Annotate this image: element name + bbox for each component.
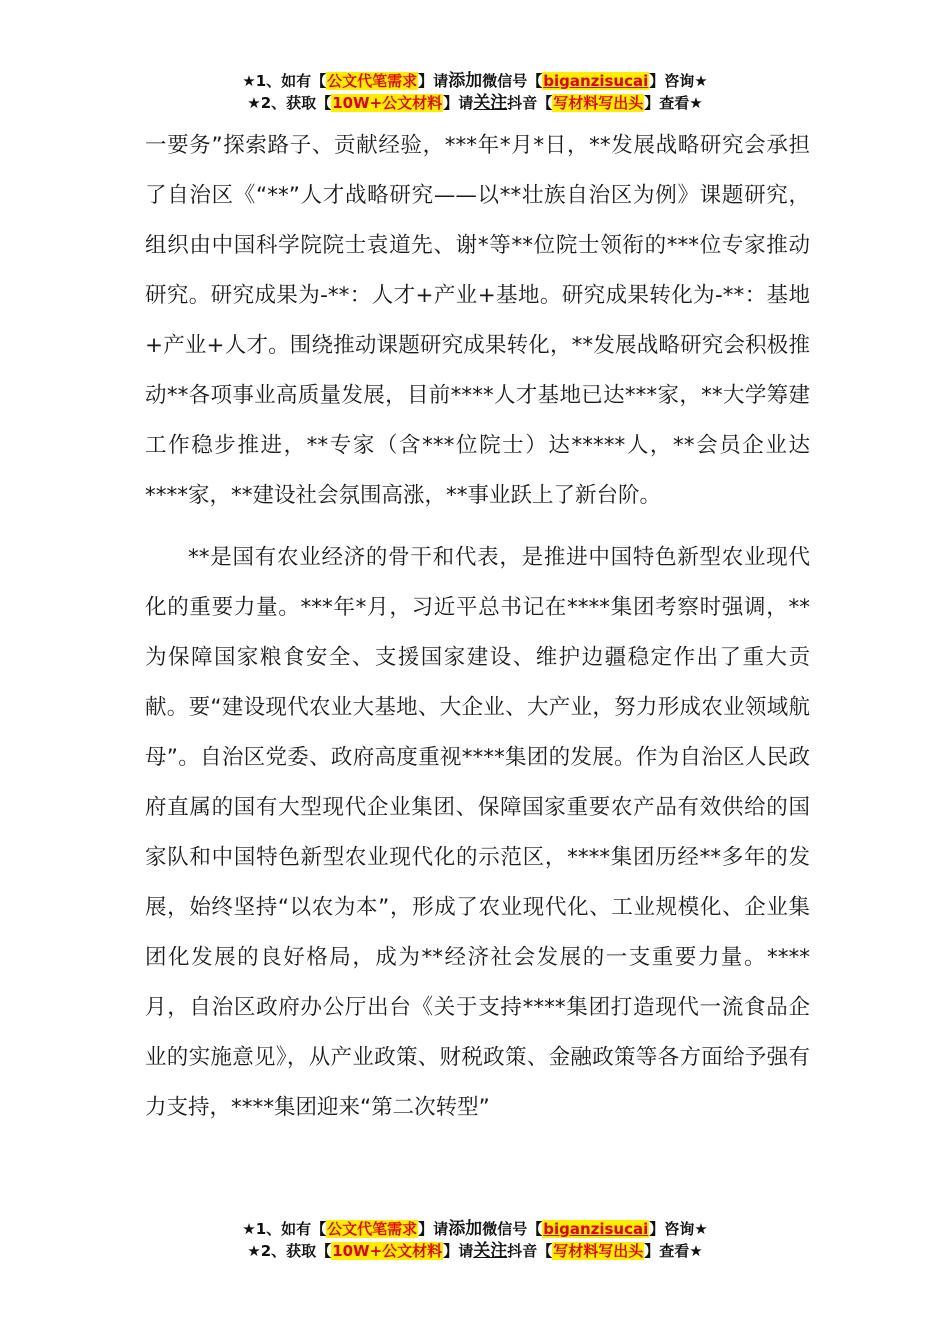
highlight-service: 公文代笔需求	[327, 1220, 418, 1238]
banner-line-1	[0, 1218, 950, 1240]
banner-text: 】请	[443, 1242, 474, 1260]
banner-text: 】请	[418, 1220, 449, 1238]
header-banner	[0, 70, 950, 114]
banner-text: 】请	[443, 94, 474, 112]
document-body	[145, 121, 810, 1133]
banner-text: 微信号【	[482, 1220, 543, 1238]
douyin-account-link[interactable]: 写材料写出头	[553, 1242, 644, 1260]
banner-text: 】查看★	[644, 1242, 703, 1260]
banner-emphasis: 添加	[448, 71, 483, 91]
banner-line-1	[0, 70, 950, 92]
paragraph-1: 一要务”探索路子、贡献经验，***年*月*日，**发展战略研究会承担了自治区《“**”人才战略研究——以**壮族自治区为例》课题研究，组织由中国科学院院士袁道先、谢*等**位院士领衔的***位专家推动研究。研究成果为-**：人才+产业+基地。研究成果转化为-**：基地+产业+人才。围绕推动课题研究成果转化，**发展战略研究会积极推动**各项事业高质量发展，目前****人才基地已达***家，**大学筹建工作稳步推进，**专家（含***位院士）达*****人，**会员企业达****家，**建设社会氛围高涨，**事业跃上了新台阶。	[145, 133, 810, 508]
highlight-service: 公文代笔需求	[327, 72, 418, 90]
banner-text: 】咨询★	[649, 72, 708, 90]
banner-text: 】请	[418, 72, 449, 90]
banner-line-2	[0, 92, 950, 114]
banner-text: 微信号【	[482, 72, 543, 90]
banner-text: 】查看★	[644, 94, 703, 112]
wechat-id-link[interactable]: biganzisucai	[543, 72, 649, 90]
highlight-materials: 10W+公文材料	[332, 1242, 443, 1260]
banner-emphasis: 添加	[448, 1219, 483, 1239]
banner-emphasis: 关注	[473, 1241, 508, 1261]
banner-emphasis: 关注	[473, 93, 508, 113]
douyin-account-link[interactable]: 写材料写出头	[553, 94, 644, 112]
footer-banner	[0, 1218, 950, 1262]
banner-text: ★2、获取【	[247, 1242, 332, 1260]
banner-text: ★1、如有【	[242, 72, 327, 90]
banner-text: ★1、如有【	[242, 1220, 327, 1238]
banner-text: 抖音【	[507, 94, 553, 112]
highlight-materials: 10W+公文材料	[332, 94, 443, 112]
wechat-id-link[interactable]: biganzisucai	[543, 1220, 649, 1238]
banner-text: 抖音【	[507, 1242, 553, 1260]
banner-text: 】咨询★	[649, 1220, 708, 1238]
paragraph-2: **是国有农业经济的骨干和代表，是推进中国特色新型农业现代化的重要力量。***年*月，习近平总书记在****集团考察时强调，**为保障国家粮食安全、支援国家建设、维护边疆稳定作出了重大贡献。要“建设现代农业大基地、大企业、大产业，努力形成农业领域航母”。自治区党委、政府高度重视****集团的发展。作为自治区人民政府直属的国有大型现代企业集团、保障国家重要农产品有效供给的国家队和中国特色新型农业现代化的示范区，****集团历经**多年的发展，始终坚持“以农为本”，形成了农业现代化、工业规模化、企业集团化发展的良好格局，成为**经济社会发展的一支重要力量。****月，自治区政府办公厅出台《关于支持****集团打造现代一流食品企业的实施意见》，从产业政策、财税政策、金融政策等各方面给予强有力支持，****集团迎来“第二次转型”	[145, 545, 810, 1120]
banner-text: ★2、获取【	[247, 94, 332, 112]
banner-line-2	[0, 1240, 950, 1262]
